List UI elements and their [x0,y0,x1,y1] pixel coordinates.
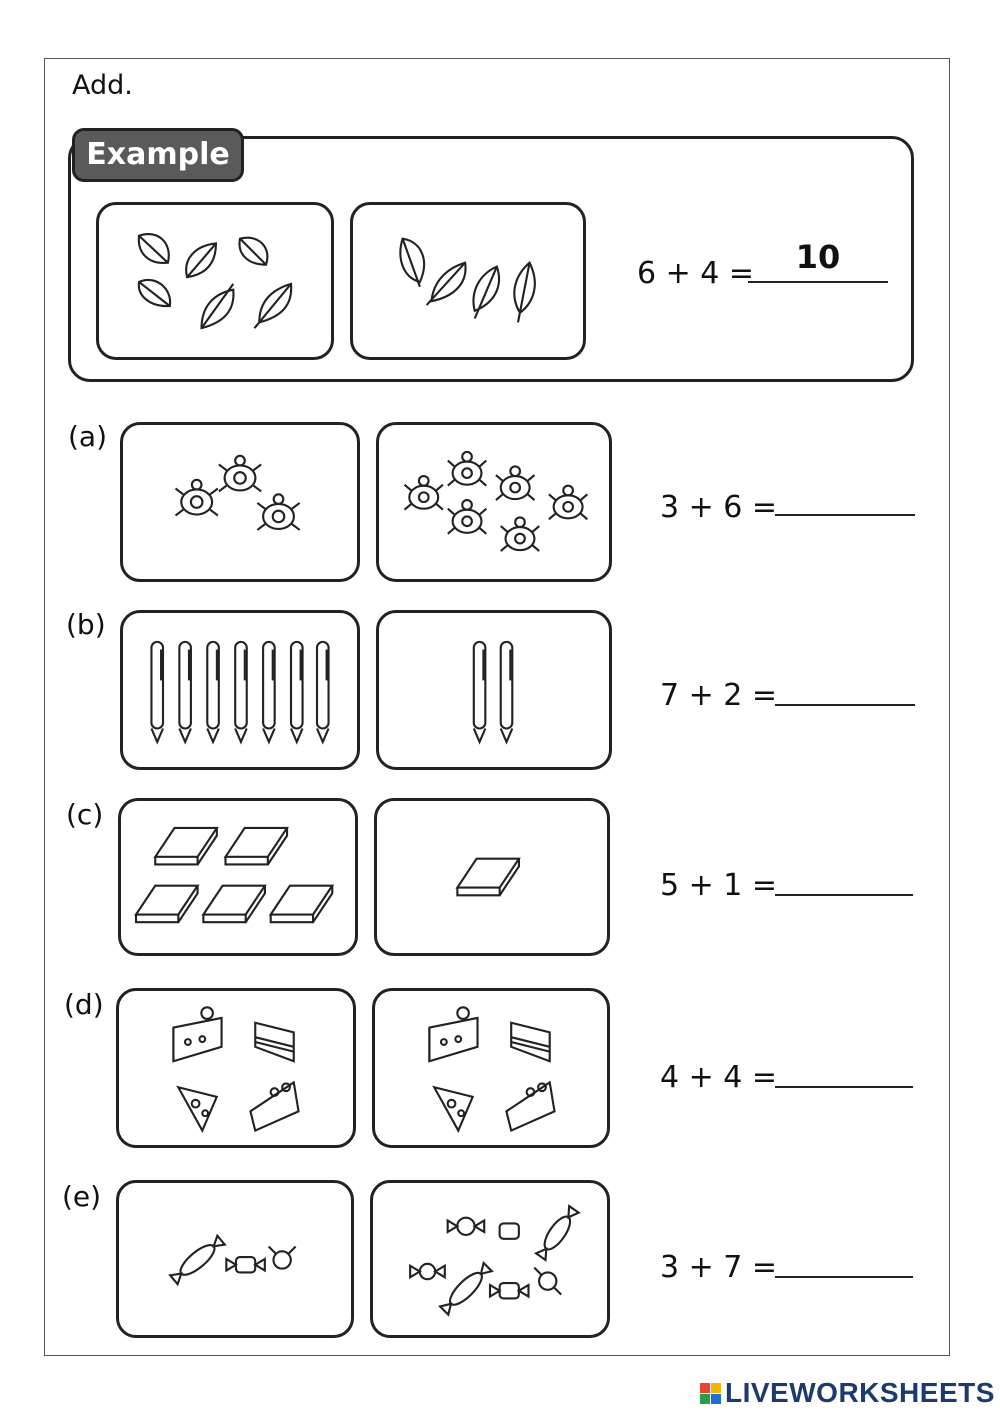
example-equation: 6 + 4 = [637,256,755,291]
problem-e-equation: 3 + 7 = [660,1250,778,1285]
example-answer-line [748,281,888,283]
problem-e-left-box [116,1180,354,1338]
book-group-icon [377,801,607,953]
logo-square-icon [711,1383,721,1393]
problem-b-answer-line[interactable] [775,704,915,706]
problem-b-label: (b) [66,608,106,641]
turtle-group-icon [123,425,357,579]
pen-group-icon [123,613,357,767]
candy-group-icon [119,1183,351,1335]
pen-group-icon [379,613,609,767]
problem-a-equation: 3 + 6 = [660,490,778,525]
logo-square-icon [711,1394,721,1404]
problem-a-right-box [376,422,612,582]
leaf-group-icon [99,205,331,357]
problem-a-left-box [120,422,360,582]
problem-c-label: (c) [66,798,104,831]
logo-square-icon [700,1383,710,1393]
problem-d-answer-line[interactable] [775,1086,913,1088]
book-group-icon [121,801,355,953]
example-right-box [350,202,586,360]
brand-name: LIVEWORKSHEETS [725,1377,995,1408]
instruction-text: Add. [72,70,133,101]
problem-a-answer-line[interactable] [775,514,915,516]
problem-c-left-box [118,798,358,956]
candy-group-icon [373,1183,607,1335]
liveworksheets-logo-icon [700,1383,721,1404]
problem-e-label: (e) [62,1180,102,1213]
problem-a-label: (a) [68,420,108,453]
example-answer: 10 [795,238,841,276]
problem-c-equation: 5 + 1 = [660,868,778,903]
problem-b-left-box [120,610,360,770]
problem-e-answer-line[interactable] [775,1276,913,1278]
problem-d-label: (d) [64,988,104,1021]
problem-c-right-box [374,798,610,956]
cake-slice-group-icon [119,991,353,1145]
example-left-box [96,202,334,360]
problem-e-right-box [370,1180,610,1338]
liveworksheets-logo[interactable] [700,1378,995,1408]
cake-slice-group-icon [375,991,607,1145]
logo-square-icon [700,1394,710,1404]
example-tag: Example [72,128,244,182]
problem-b-right-box [376,610,612,770]
turtle-group-icon [379,425,609,579]
problem-d-right-box [372,988,610,1148]
problem-d-equation: 4 + 4 = [660,1060,778,1095]
problem-d-left-box [116,988,356,1148]
problem-b-equation: 7 + 2 = [660,678,778,713]
leaf-group-icon [353,205,583,357]
problem-c-answer-line[interactable] [775,894,913,896]
